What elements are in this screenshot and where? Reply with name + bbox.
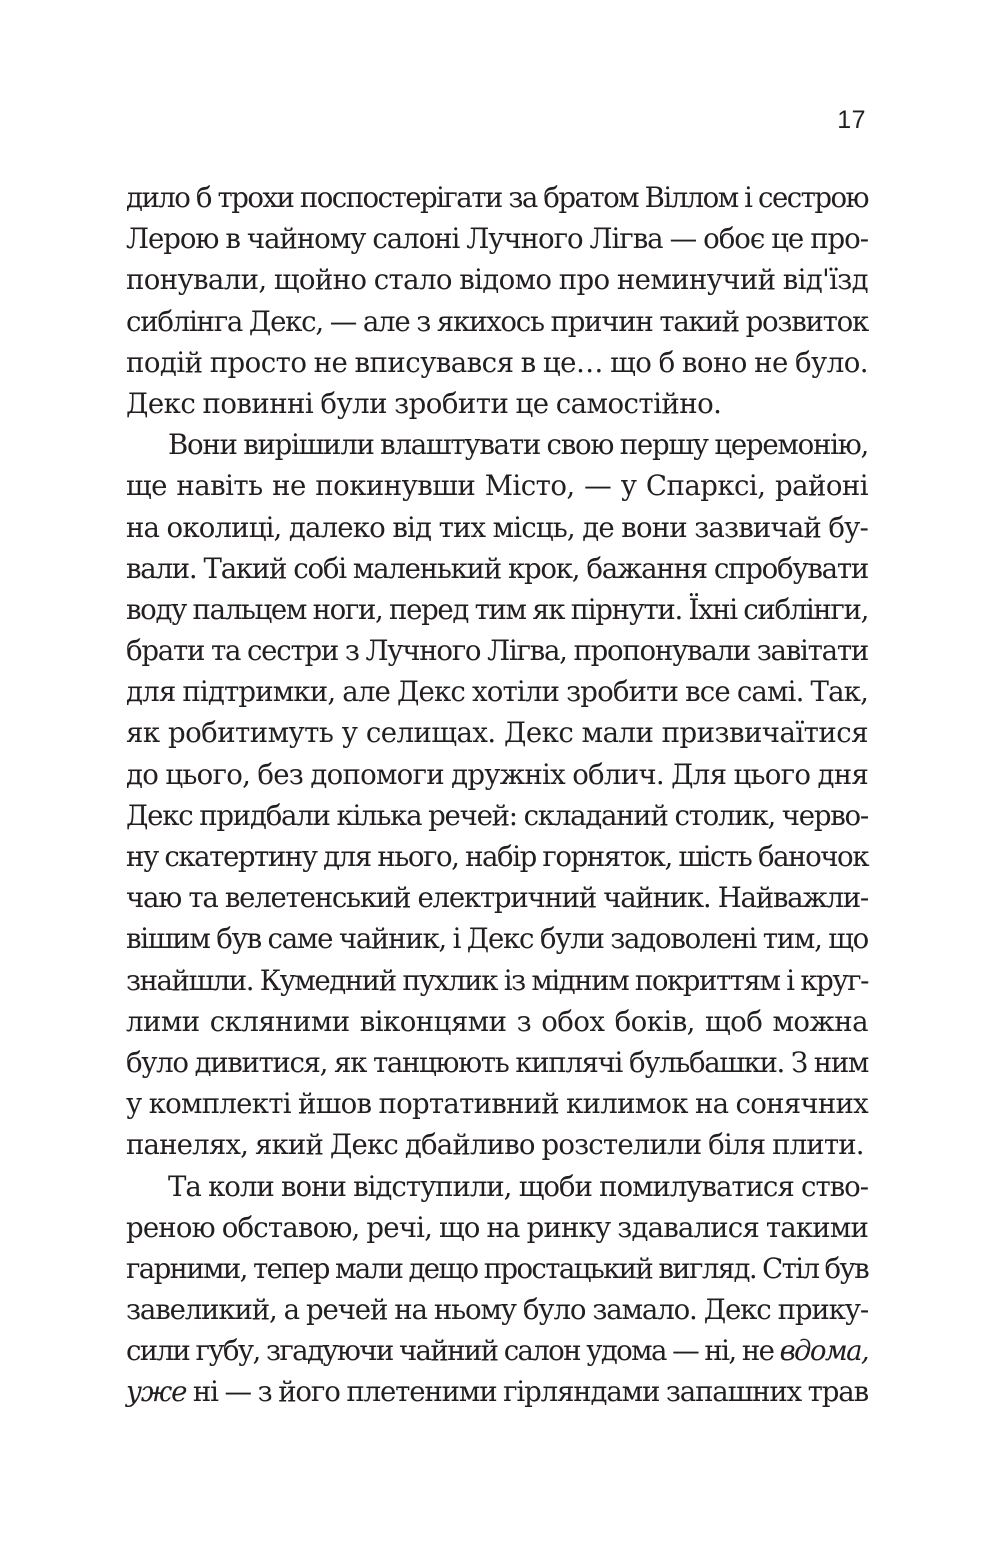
text-line: ще навіть не покинувши Місто, — у Спарксі, районі — [126, 469, 868, 503]
text-line: лими скляними віконцями з обох боків, щоб можна — [126, 1004, 868, 1038]
text-line: знайшли. Кумедний пухлик із мідним покриттям і круг- — [126, 963, 868, 997]
text-line: Вони вирішили влаштувати свою першу церемонію, — [168, 428, 868, 462]
italic-segment: уже — [126, 1375, 187, 1409]
text-line: чаю та велетенський електричний чайник. Найважли- — [126, 881, 868, 915]
text-line: сиблінга Декс, — але з якихось причин такий розвиток — [126, 304, 868, 338]
text-line — [126, 1330, 868, 1371]
text-line — [126, 1371, 868, 1412]
text-line: понували, щойно стало відомо про неминучий від'їзд — [126, 263, 868, 297]
text-line: брати та сестри з Лучного Лігва, пропонували завітати — [126, 634, 868, 668]
text-segment: ні — з його плетеними гірляндами запашних трав — [186, 1375, 868, 1409]
text-line: панелях, який Декс дбайливо розстелили біля плити. — [126, 1128, 864, 1162]
text-line: завеликий, а речей на ньому було замало. Декс прику- — [126, 1293, 868, 1327]
text-line: було дивитися, як танцюють киплячі бульбашки. З ним — [126, 1045, 868, 1079]
text-line: вішим був саме чайник, і Декс були задоволені тим, що — [126, 922, 868, 956]
text-line: подій просто не вписувався в це… що б воно не було. — [126, 345, 868, 379]
text-line: у комплекті йшов портативний килимок на сонячних — [126, 1087, 868, 1121]
text-line: Та коли вони відступили, щоби помилуватися ство- — [168, 1169, 868, 1203]
text-line: до цього, без допомоги дружніх облич. Для цього дня — [126, 757, 868, 791]
text-line: Лерою в чайному салоні Лучного Лігва — обоє це про- — [126, 222, 868, 256]
text-line: ну скатертину для нього, набір горняток, шість баночок — [126, 840, 868, 873]
text-line: вали. Такий собі маленький крок, бажання спробувати — [126, 551, 868, 585]
text-line: як робитимуть у селищах. Декс мали призвичаїтися — [126, 716, 868, 750]
text-line: на околиці, далеко від тих місць, де вони зазвичай бу- — [126, 510, 868, 544]
italic-segment: вдома, — [779, 1334, 868, 1368]
page-number: 17 — [837, 106, 866, 134]
text-segment: сили губу, згадуючи чайний салон удома — ні, не — [126, 1334, 780, 1368]
text-line: гарними, тепер мали дещо простацький вигляд. Стіл був — [126, 1251, 868, 1285]
text-line: дило б трохи поспостерігати за братом Віллом і сестрою — [126, 181, 868, 214]
text-line: реною обставою, речі, що на ринку здавалися такими — [126, 1210, 868, 1244]
text-line: Декс придбали кілька речей: складаний столик, черво- — [126, 798, 868, 832]
text-line: Декс повинні були зробити це самостійно. — [126, 386, 722, 420]
body-text — [126, 177, 868, 1413]
text-line: воду пальцем ноги, перед тим як пірнути. Їхні сиблінги, — [126, 592, 868, 626]
text-line: для підтримки, але Декс хотіли зробити все самі. Так, — [126, 675, 868, 709]
